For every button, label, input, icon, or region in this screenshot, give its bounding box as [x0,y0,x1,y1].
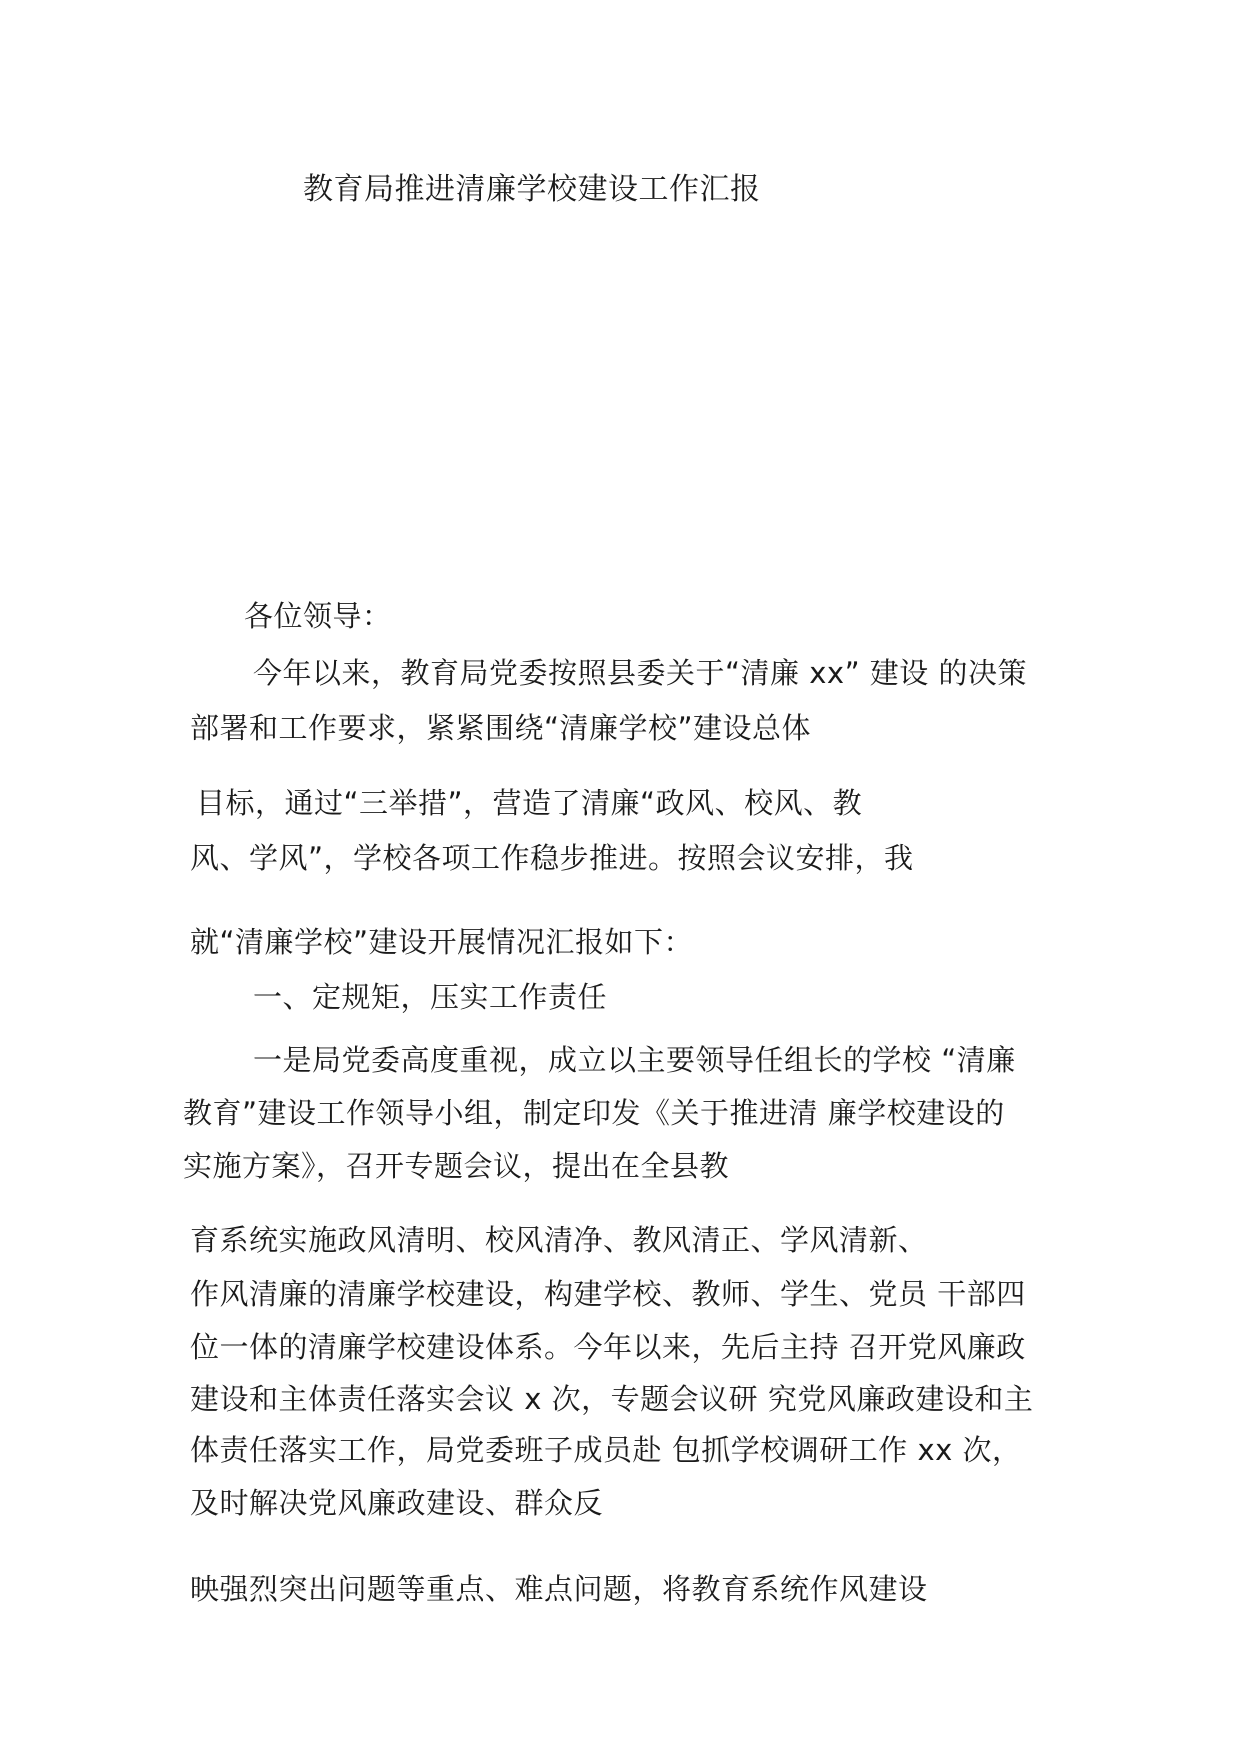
paragraph-line: 就“清廉学校”建设开展情况汇报如下： [190,925,694,959]
paragraph-line: 一是局党委高度重视，成立以主要领导任组长的学校 “清廉 [253,1043,1016,1077]
paragraph-line: 教育”建设工作领导小组，制定印发《关于推进清 廉学校建设的 [183,1096,1005,1130]
section-heading: 一、定规矩，压实工作责任 [253,980,608,1014]
paragraph-line: 建设和主体责任落实会议 x 次，专题会议研 究党风廉政建设和主 [190,1382,1034,1416]
paragraph-line: 今年以来，教育局党委按照县委关于“清廉 xx” 建设 的决策 [253,656,1028,690]
paragraph-line: 目标，通过“三举措”，营造了清廉“政风、校风、教 [196,786,863,820]
paragraph-line: 体责任落实工作，局党委班子成员赴 包抓学校调研工作 xx 次， [190,1433,1022,1467]
paragraph-line: 实施方案》，召开专题会议，提出在全县教 [183,1149,730,1183]
paragraph-line: 作风清廉的清廉学校建设，构建学校、教师、学生、党员 干部四 [190,1277,1026,1311]
document-title: 教育局推进清廉学校建设工作汇报 [303,172,761,207]
paragraph-line: 位一体的清廉学校建设体系。今年以来，先后主持 召开党风廉政 [190,1330,1026,1364]
paragraph-line: 映强烈突出问题等重点、难点问题，将教育系统作风建设 [190,1572,928,1606]
salutation: 各位领导： [244,599,392,633]
paragraph-line: 育系统实施政风清明、校风清净、教风清正、学风清新、 [190,1223,928,1257]
paragraph-line: 及时解决党风廉政建设、群众反 [190,1486,604,1520]
paragraph-line: 风、学风”，学校各项工作稳步推进。按照会议安排，我 [190,841,914,875]
paragraph-line: 部署和工作要求，紧紧围绕“清廉学校”建设总体 [190,711,812,745]
